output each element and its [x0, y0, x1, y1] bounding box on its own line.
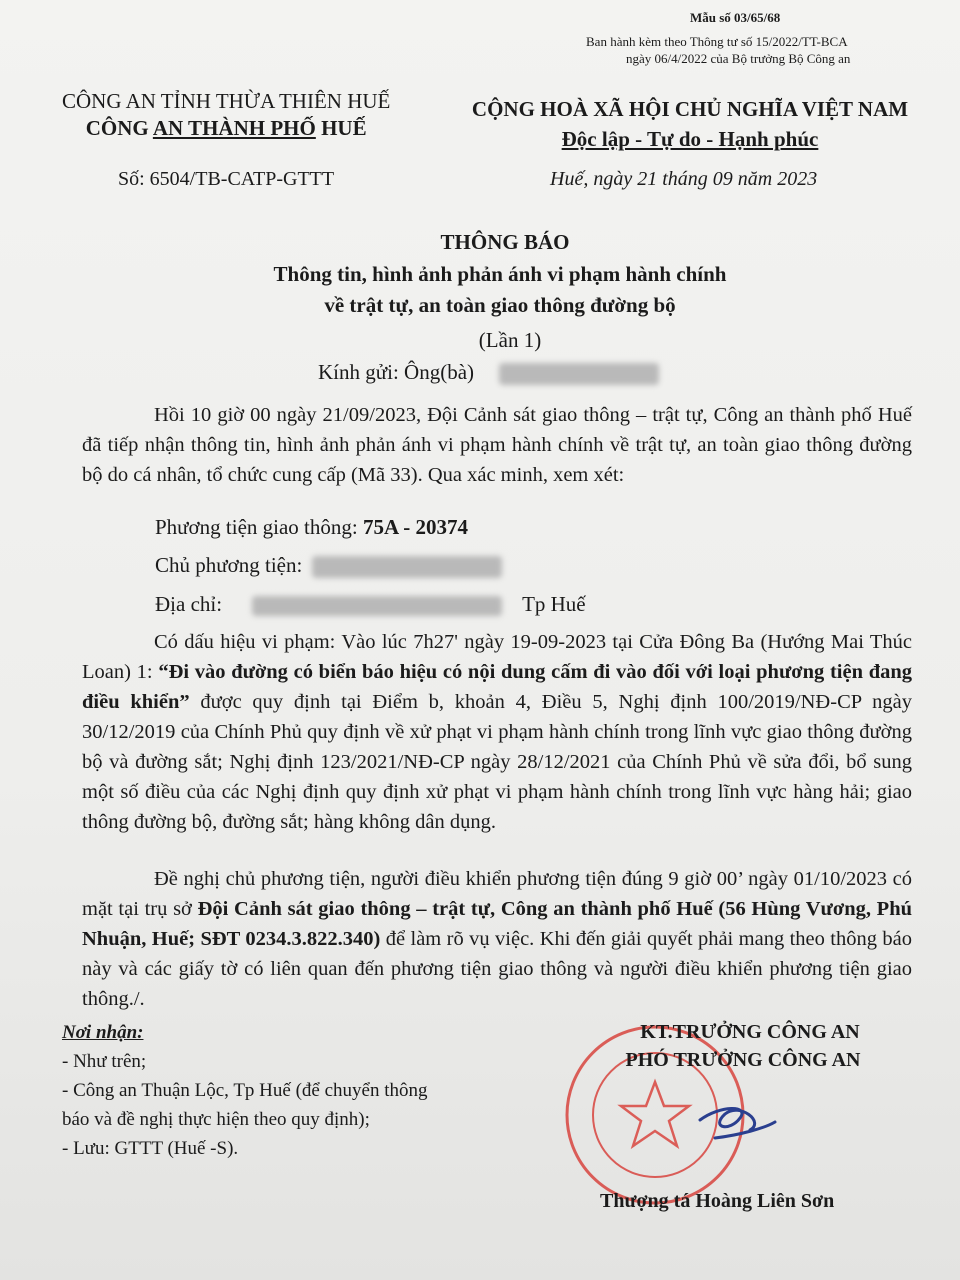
request-location: Đội Cảnh sát giao thông – trật tự, Công an thành phố Huế (56 Hùng Vương, Phú Nhuận, Huế; SĐT 0234.3.822.340) [82, 898, 912, 950]
national-heading [460, 94, 920, 154]
recipient-item: - Công an Thuận Lộc, Tp Huế (để chuyển thông [62, 1080, 428, 1101]
address-field [155, 592, 586, 617]
recipient-line [318, 360, 659, 385]
seal-star-icon [621, 1082, 689, 1146]
redacted-owner-name [312, 556, 502, 578]
redacted-address [252, 596, 502, 616]
notice-round: (Lần 1) [478, 328, 542, 352]
form-reference [586, 33, 850, 67]
violation-text-b: được quy định tại Điểm b, khoản 4, Điều 5, Nghị định 100/2019/NĐ-CP ngày 30/12/2019 của Chính Phủ quy định về xử phạt vi phạm hành chính trong lĩnh vực giao thông đường bộ và đường sắt; Nghị định 123/2021/NĐ-CP ngày 28/12/2021 của Chính Phủ về sửa đổi, bổ sung một số điều của các Nghị định quy định xử phạt vi phạm hành chính trong lĩnh vực hàng hải; giao thông đường bộ, đường sắt; hàng không dân dụng. [82, 691, 912, 833]
request-text-a: Đề nghị chủ phương tiện, người điều khiển phương tiện đúng 9 giờ 00’ ngày 01/10/2023 có mặt tại trụ sở [82, 868, 912, 920]
paragraph-receipt [82, 400, 912, 490]
vehicle-plate: 75A - 20374 [362, 515, 468, 539]
form-reference-line2: ngày 06/4/2022 của Bộ trưởng Bộ Công an [626, 51, 851, 66]
document-subtitle-line2: về trật tự, an toàn giao thông đường bộ [324, 293, 676, 317]
redacted-recipient-name [499, 363, 659, 385]
address-label: Địa chỉ: [155, 592, 223, 616]
signature-mark [700, 1108, 775, 1138]
agency-line2-part3: HUẾ [315, 116, 367, 140]
owner-label: Chủ phương tiện: [155, 553, 303, 577]
vehicle-label: Phương tiện giao thông: [155, 515, 363, 539]
form-reference-line1: Ban hành kèm theo Thông tư số 15/2022/TT-BCA [586, 34, 848, 49]
place-date: Huế, ngày 21 tháng 09 năm 2023 [550, 168, 818, 190]
agency-line1: CÔNG AN TỈNH THỪA THIÊN HUẾ [62, 89, 391, 113]
paragraph-violation [82, 627, 912, 837]
document-subtitle-line1: Thông tin, hình ảnh phản ánh vi phạm hành chính [273, 262, 727, 286]
vehicle-field [155, 515, 468, 540]
nation-title: CỘNG HOÀ XÃ HỘI CHỦ NGHĨA VIỆT NAM [471, 97, 909, 121]
recipient-item: - Lưu: GTTT (Huế -S). [62, 1138, 239, 1159]
signature-title-line2: PHÓ TRƯỞNG CÔNG AN [625, 1049, 861, 1071]
owner-field [155, 553, 502, 578]
paragraph-receipt-text: Hồi 10 giờ 00 ngày 21/09/2023, Đội Cảnh sát giao thông – trật tự, Công an thành phố Huế đã tiếp nhận thông tin, hình ảnh phản ánh vi phạm hành chính về trật tự, an toàn giao thông đường bộ do cá nhân, tổ chức cung cấp (Mã 33). Qua xác minh, xem xét: [82, 404, 912, 486]
form-number: Mẫu số 03/65/68 [690, 10, 781, 25]
signature-block [600, 1018, 900, 1074]
document-title: THÔNG BÁO [440, 230, 570, 254]
nation-motto: Độc lập - Tự do - Hạnh phúc [561, 127, 819, 151]
recipient-label: Kính gửi: Ông(bà) [318, 360, 475, 384]
recipient-item: - Như trên; [62, 1051, 147, 1072]
paragraph-request [82, 864, 912, 1014]
issuing-agency [62, 88, 390, 142]
recipients-block [62, 1018, 428, 1163]
address-city: Tp Huế [522, 592, 586, 616]
agency-line2-part1: CÔNG [85, 116, 153, 140]
signature-title-line1: KT.TRƯỞNG CÔNG AN [640, 1021, 860, 1043]
agency-line2-underlined: AN THÀNH PHỐ [152, 116, 316, 140]
recipients-heading: Nơi nhận: [62, 1022, 144, 1043]
document-number: Số: 6504/TB-CATP-GTTT [118, 168, 335, 190]
violation-text-a: Có dấu hiệu vi phạm: Vào lúc 7h27' ngày 19-09-2023 tại Cửa Đông Ba (Hướng Mai Thúc Loan) 1: [82, 631, 912, 683]
signer-name: Thượng tá Hoàng Liên Sơn [600, 1190, 835, 1212]
request-text-b: để làm rõ vụ việc. Khi đến giải quyết phải mang theo thông báo này và các giấy tờ có liên quan đến phương tiện giao thông và người điều khiển phương tiện giao thông./. [82, 928, 913, 1010]
violation-description: “Đi vào đường có biển báo hiệu có nội dung cấm đi vào đối với loại phương tiện đang điều khiển” [82, 661, 912, 713]
recipient-item: báo và đề nghị thực hiện theo quy định); [62, 1109, 370, 1130]
agency-line2 [62, 115, 390, 142]
